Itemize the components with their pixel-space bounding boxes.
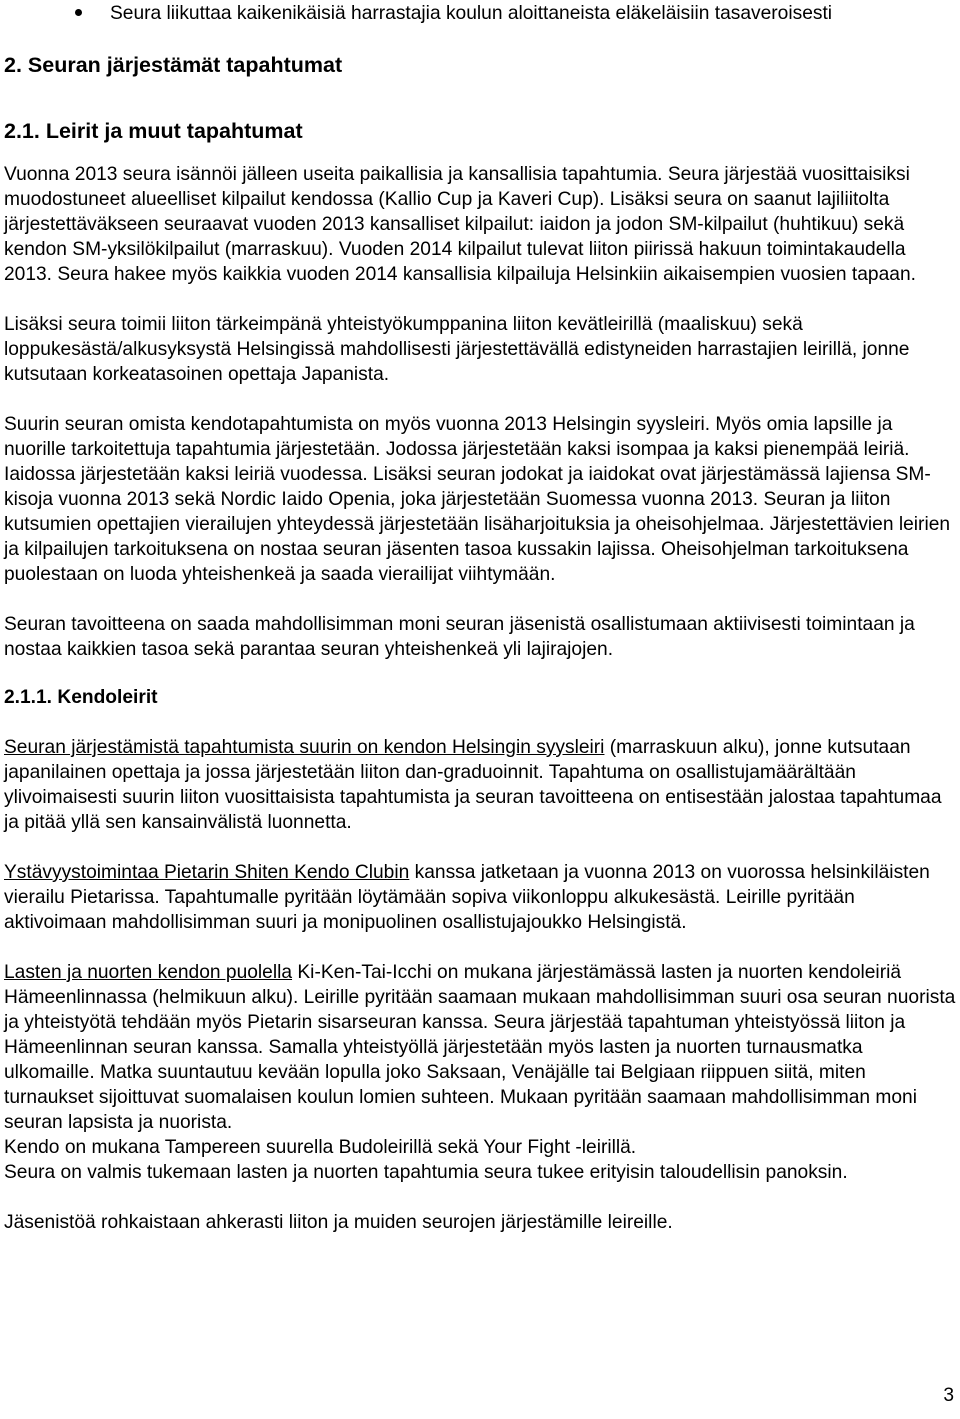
paragraph [4, 960, 956, 1135]
paragraph [4, 860, 956, 935]
bullet-item [4, 0, 956, 26]
paragraph: Seura on valmis tukemaan lasten ja nuorten tapahtumia seura tukee erityisin taloudellisin panoksin. [4, 1162, 848, 1183]
paragraph [4, 735, 956, 835]
subsubsection-heading: 2.1.1. Kendoleirit [4, 687, 158, 708]
document-page [4, 0, 956, 1235]
underlined-lead: Lasten ja nuorten kendon puolella [4, 962, 293, 983]
paragraph-text: Ki-Ken-Tai-Icchi on mukana järjestämässä lasten ja nuorten kendoleiriä Hämeenlinnassa (helmikuun alku). Leirille pyritään saamaan mukaan mahdollisimman suuri osa seuran nuorista ja yhteistyötä tehdään myös Pietarin sisarseuran kanssa. Seura järjestää tapahtuman yhteistyössä liiton ja Hämeenlinnan seuran kanssa. Samalla yhteistyöllä järjestetään myös lasten ja nuorten turnausmatka ulkomaille. Matka suuntautuu kevään lopulla joko Saksaan, Venäjälle tai Belgiaan riippuen siitä, miten turnaukset sijoittuvat suomalaisen koulun lomien suhteen. Mukaan pyritään saamaan mahdollisimman moni seuran lapsista ja nuorista. [4, 962, 956, 1133]
underlined-lead: Seuran järjestämistä tapahtumista suurin on kendon Helsingin syysleiri [4, 737, 605, 758]
paragraph-text: kanssa jatketaan ja vuonna 2013 on vuorossa helsinkiläisten vierailu Pietarissa. Tapahtumalle pyritään löytämään sopiva viikonloppu alkukesästä. Leirille pyritään aktivoimaan mahdollisimman suuri ja monipuolinen osallistujajoukko Helsingistä. [4, 862, 930, 933]
bullet-dot-icon [75, 9, 82, 16]
paragraph-text: (marraskuun alku), jonne kutsutaan japanilainen opettaja ja jossa järjestetään liiton dan-graduoinnit. Tapahtuma on osallistujamäärältään ylivoimaisesti suurin liiton vuosittaisista tapahtumista ja seuran tavoitteena on entisestään jalostaa tapahtumaa ja pitää yllä sen kansainvälistä luonnetta. [4, 737, 942, 833]
paragraph: Jäsenistöä rohkaistaan ahkerasti liiton ja muiden seurojen järjestämille leireille. [4, 1212, 673, 1233]
subsection-heading: 2.1. Leirit ja muut tapahtumat [4, 119, 303, 143]
paragraph: Suurin seuran omista kendotapahtumista on myös vuonna 2013 Helsingin syysleiri. Myös omia lapsille ja nuorille tarkoitettuja tapahtumia järjestetään. Jodossa järjestetään kaksi isompaa ja kaksi pienempää leiriä. Iaidossa järjestetään kaksi leiriä vuodessa. Lisäksi seuran jodokat ja iaidokat ovat järjestämässä lajiensa SM-kisoja vuonna 2013 sekä Nordic Iaido Openia, joka järjestetään Suomessa vuonna 2013. Seuran ja liiton kutsumien opettajien vierailujen yhteydessä järjestetään lisäharjoituksia ja oheisohjelmaa. Järjestettävien leirien ja kilpailujen tarkoituksena on nostaa seuran jäsenten tasoa kussakin lajissa. Oheisohjelman tarkoituksena puolestaan on luoda yhteishenkeä ja saada vierailijat viihtymään. [4, 414, 951, 585]
underlined-lead: Ystävyystoimintaa Pietarin Shiten Kendo Clubin [4, 862, 410, 883]
paragraph: Lisäksi seura toimii liiton tärkeimpänä yhteistyökumppanina liiton kevätleirillä (maaliskuu) sekä loppukesästä/alkusyksystä Helsingissä mahdollisesti järjestettävällä edistyneiden harrastajien leirillä, jonne kutsutaan korkeatasoinen opettaja Japanista. [4, 314, 910, 385]
page-number: 3 [943, 1385, 954, 1406]
paragraph: Kendo on mukana Tampereen suurella Budoleirillä sekä Your Fight -leirillä. [4, 1137, 637, 1158]
paragraph: Vuonna 2013 seura isännöi jälleen useita paikallisia ja kansallisia tapahtumia. Seura järjestää vuosittaisiksi muodostuneet alueelliset kilpailut kendossa (Kallio Cup ja Kaveri Cup). Lisäksi seura on saanut lajiliitolta järjestettäväkseen seuraavat vuoden 2013 kansalliset kilpailut: iaidon ja jodon SM-kilpailut (huhtikuu) sekä kendon SM-yksilökilpailut (marraskuu). Vuoden 2014 kilpailut tulevat liiton piirissä hakuun toimintakaudella 2013. Seura hakee myös kaikkia vuoden 2014 kansallisia kilpailuja Helsinkiin aikaisempien vuosien tapaan. [4, 164, 916, 285]
section-heading: 2. Seuran järjestämät tapahtumat [4, 53, 343, 77]
bullet-text: Seura liikuttaa kaikenikäisiä harrastajia koulun aloittaneista eläkeläisiin tasaveroisesti [110, 3, 833, 24]
paragraph: Seuran tavoitteena on saada mahdollisimman moni seuran jäsenistä osallistumaan aktiivisesti toimintaan ja nostaa kaikkien tasoa sekä parantaa seuran yhteishenkeä yli lajirajojen. [4, 614, 915, 660]
